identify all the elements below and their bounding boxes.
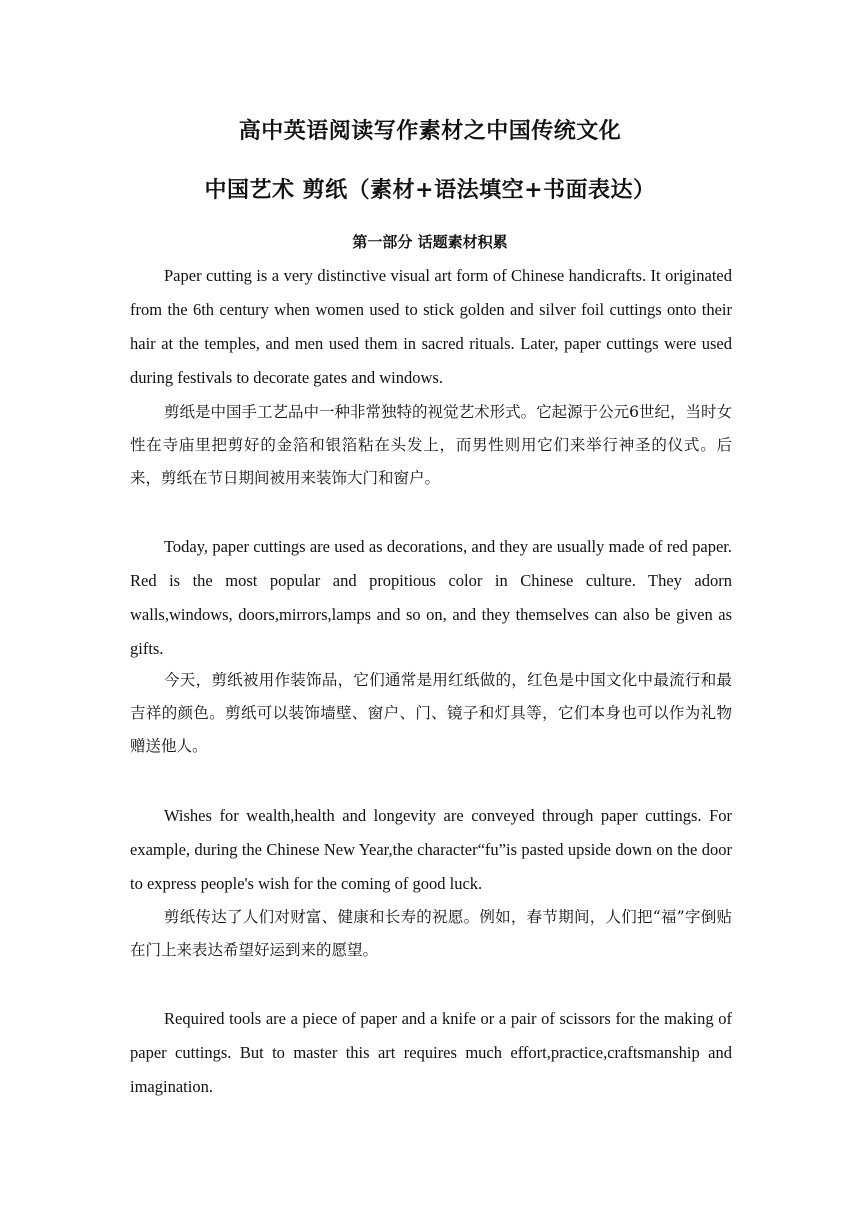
paragraph-english-wishes: Wishes for wealth,health and longevity are conveyed through paper cuttings. For example, during the Chinese New Year,the character“fu”is pasted upside down on the door to express people's wish for the coming of good luck. — [130, 806, 732, 893]
paragraph-english-origin: Paper cutting is a very distinctive visual art form of Chinese handicrafts. It originated from the 6th century when women used to stick golden and silver foil cuttings onto their hair at the temples, and men used them in sacred rituals. Later, paper cuttings were used during festivals to decorate gates and windows. — [130, 266, 732, 387]
paragraph-chinese-decorations: 今天，剪纸被用作装饰品，它们通常是用红纸做的，红色是中国文化中最流行和最吉祥的颜色。剪纸可以装饰墙壁、窗户、门、镜子和灯具等，它们本身也可以作为礼物赠送他人。 — [130, 671, 732, 755]
document-subtitle: 中国艺术 剪纸（素材+语法填空+书面表达） — [204, 177, 656, 203]
section-heading: 第一部分 话题素材积累 — [352, 233, 508, 251]
paragraph-chinese-wishes: 剪纸传达了人们对财富、健康和长寿的祝愿。例如，春节期间，人们把“福”字倒贴在门上来表达希望好运到来的愿望。 — [130, 908, 732, 959]
paragraph-english-tools: Required tools are a piece of paper and a knife or a pair of scissors for the making of paper cuttings. But to master this art requires much effort,practice,craftsmanship and imagination. — [130, 1009, 732, 1096]
paragraph-chinese-origin: 剪纸是中国手工艺品中一种非常独特的视觉艺术形式。它起源于公元6世纪，当时女性在寺庙里把剪好的金箔和银箔粘在头发上，而男性则用它们来举行神圣的仪式。后来，剪纸在节日期间被用来装饰大门和窗户。 — [130, 403, 732, 487]
paragraph-english-decorations: Today, paper cuttings are used as decorations, and they are usually made of red paper. Red is the most popular and propitious color in Chinese culture. They adorn walls,windows, doors,mirrors,lamps and so on, and they themselves can also be given as gifts. — [130, 537, 732, 658]
document-title: 高中英语阅读写作素材之中国传统文化 — [238, 118, 622, 144]
